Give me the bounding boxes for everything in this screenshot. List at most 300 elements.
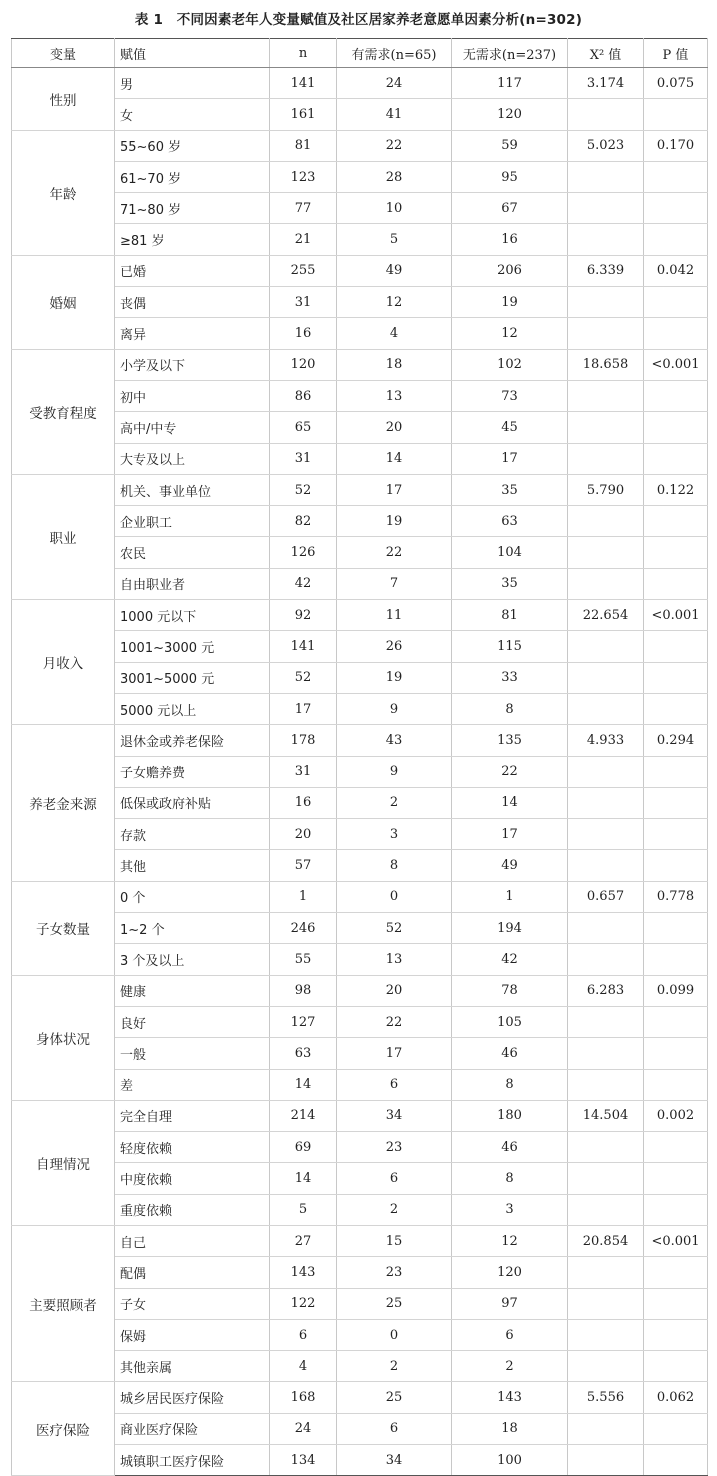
need-cell: 49: [337, 255, 452, 286]
assignment-cell: 配偶: [115, 1257, 270, 1288]
n-cell: 143: [270, 1257, 337, 1288]
need-cell: 5: [337, 224, 452, 255]
need-cell: 6: [337, 1069, 452, 1100]
need-cell: 23: [337, 1257, 452, 1288]
n-cell: 161: [270, 99, 337, 130]
chi-square-cell: [568, 1319, 644, 1350]
chi-square-cell: [568, 913, 644, 944]
p-value-cell: [644, 193, 708, 224]
p-value-cell: [644, 1069, 708, 1100]
no-need-cell: 194: [452, 913, 568, 944]
chi-square-cell: [568, 1132, 644, 1163]
no-need-cell: 18: [452, 1413, 568, 1444]
table-row: [12, 287, 708, 318]
no-need-cell: 104: [452, 537, 568, 568]
p-value-cell: <0.001: [644, 349, 708, 380]
p-value-cell: [644, 1194, 708, 1225]
assignment-cell: ≥81 岁: [115, 224, 270, 255]
table-row: [12, 1069, 708, 1100]
no-need-cell: 8: [452, 693, 568, 724]
table-row: [12, 1319, 708, 1350]
assignment-cell: 自由职业者: [115, 568, 270, 599]
p-value-cell: [644, 944, 708, 975]
no-need-cell: 117: [452, 68, 568, 99]
assignment-cell: 一般: [115, 1038, 270, 1069]
no-need-cell: 206: [452, 255, 568, 286]
p-value-cell: [644, 1319, 708, 1350]
need-cell: 34: [337, 1100, 452, 1131]
n-cell: 31: [270, 287, 337, 318]
p-value-cell: 0.002: [644, 1100, 708, 1131]
assignment-cell: 高中/中专: [115, 412, 270, 443]
chi-square-cell: [568, 1288, 644, 1319]
no-need-cell: 22: [452, 756, 568, 787]
variable-name: 职业: [12, 474, 115, 599]
need-cell: 24: [337, 68, 452, 99]
no-need-cell: 19: [452, 287, 568, 318]
n-cell: 82: [270, 506, 337, 537]
table-row: [12, 506, 708, 537]
need-cell: 18: [337, 349, 452, 380]
no-need-cell: 12: [452, 318, 568, 349]
p-value-cell: [644, 819, 708, 850]
n-cell: 86: [270, 380, 337, 411]
assignment-cell: 企业职工: [115, 506, 270, 537]
need-cell: 15: [337, 1225, 452, 1256]
chi-square-cell: [568, 756, 644, 787]
table-row: [12, 537, 708, 568]
p-value-cell: [644, 1163, 708, 1194]
n-cell: 127: [270, 1006, 337, 1037]
no-need-cell: 63: [452, 506, 568, 537]
p-value-cell: [644, 1006, 708, 1037]
variable-name: 月收入: [12, 600, 115, 725]
no-need-cell: 120: [452, 99, 568, 130]
variable-name: 自理情况: [12, 1100, 115, 1225]
chi-square-cell: [568, 1351, 644, 1382]
assignment-cell: 男: [115, 68, 270, 99]
header-variable: 变量: [12, 39, 115, 68]
need-cell: 20: [337, 975, 452, 1006]
p-value-cell: [644, 506, 708, 537]
header-need: 有需求(n=65): [337, 39, 452, 68]
chi-square-cell: [568, 161, 644, 192]
chi-square-cell: 6.339: [568, 255, 644, 286]
table-row: [12, 913, 708, 944]
chi-square-cell: 22.654: [568, 600, 644, 631]
no-need-cell: 3: [452, 1194, 568, 1225]
table-row: [12, 1006, 708, 1037]
p-value-cell: [644, 568, 708, 599]
no-need-cell: 16: [452, 224, 568, 255]
table-row: [12, 1132, 708, 1163]
need-cell: 52: [337, 913, 452, 944]
no-need-cell: 143: [452, 1382, 568, 1413]
table-row: [12, 68, 708, 99]
assignment-cell: 重度依赖: [115, 1194, 270, 1225]
need-cell: 9: [337, 693, 452, 724]
n-cell: 65: [270, 412, 337, 443]
n-cell: 57: [270, 850, 337, 881]
need-cell: 17: [337, 1038, 452, 1069]
need-cell: 2: [337, 1194, 452, 1225]
need-cell: 11: [337, 600, 452, 631]
table-row: [12, 944, 708, 975]
n-cell: 168: [270, 1382, 337, 1413]
need-cell: 3: [337, 819, 452, 850]
p-value-cell: [644, 756, 708, 787]
n-cell: 6: [270, 1319, 337, 1350]
need-cell: 19: [337, 662, 452, 693]
table-row: [12, 349, 708, 380]
chi-square-cell: [568, 787, 644, 818]
p-value-cell: [644, 412, 708, 443]
p-value-cell: 0.062: [644, 1382, 708, 1413]
n-cell: 1: [270, 881, 337, 912]
table-row: [12, 568, 708, 599]
assignment-cell: 离异: [115, 318, 270, 349]
assignment-cell: 良好: [115, 1006, 270, 1037]
no-need-cell: 59: [452, 130, 568, 161]
need-cell: 7: [337, 568, 452, 599]
assignment-cell: 保姆: [115, 1319, 270, 1350]
n-cell: 14: [270, 1163, 337, 1194]
chi-square-cell: [568, 412, 644, 443]
assignment-cell: 1001~3000 元: [115, 631, 270, 662]
p-value-cell: [644, 631, 708, 662]
assignment-cell: 健康: [115, 975, 270, 1006]
chi-square-cell: [568, 1006, 644, 1037]
chi-square-cell: [568, 1038, 644, 1069]
table-row: [12, 819, 708, 850]
no-need-cell: 97: [452, 1288, 568, 1319]
n-cell: 16: [270, 787, 337, 818]
table-row: [12, 787, 708, 818]
n-cell: 31: [270, 756, 337, 787]
n-cell: 14: [270, 1069, 337, 1100]
p-value-cell: [644, 443, 708, 474]
analysis-table: [11, 38, 708, 1476]
n-cell: 4: [270, 1351, 337, 1382]
assignment-cell: 差: [115, 1069, 270, 1100]
assignment-cell: 5000 元以上: [115, 693, 270, 724]
no-need-cell: 45: [452, 412, 568, 443]
chi-square-cell: [568, 693, 644, 724]
p-value-cell: <0.001: [644, 600, 708, 631]
no-need-cell: 42: [452, 944, 568, 975]
chi-square-cell: 20.854: [568, 1225, 644, 1256]
assignment-cell: 0 个: [115, 881, 270, 912]
variable-name: 医疗保险: [12, 1382, 115, 1476]
variable-name: 子女数量: [12, 881, 115, 975]
assignment-cell: 丧偶: [115, 287, 270, 318]
table-row: [12, 725, 708, 756]
table-title: 表 1 不同因素老年人变量赋值及社区居家养老意愿单因素分析(n=302): [134, 12, 583, 28]
p-value-cell: [644, 693, 708, 724]
need-cell: 26: [337, 631, 452, 662]
n-cell: 27: [270, 1225, 337, 1256]
no-need-cell: 8: [452, 1163, 568, 1194]
chi-square-cell: [568, 631, 644, 662]
table-row: [12, 1038, 708, 1069]
p-value-cell: [644, 99, 708, 130]
table-row: [12, 881, 708, 912]
no-need-cell: 180: [452, 1100, 568, 1131]
table-row: [12, 161, 708, 192]
no-need-cell: 1: [452, 881, 568, 912]
no-need-cell: 2: [452, 1351, 568, 1382]
need-cell: 8: [337, 850, 452, 881]
need-cell: 25: [337, 1382, 452, 1413]
no-need-cell: 81: [452, 600, 568, 631]
header-p-value: P 值: [644, 39, 708, 68]
assignment-cell: 存款: [115, 819, 270, 850]
n-cell: 5: [270, 1194, 337, 1225]
table-row: [12, 193, 708, 224]
n-cell: 141: [270, 631, 337, 662]
p-value-cell: [644, 1445, 708, 1476]
no-need-cell: 17: [452, 819, 568, 850]
no-need-cell: 78: [452, 975, 568, 1006]
chi-square-cell: [568, 1163, 644, 1194]
table-row: [12, 1445, 708, 1476]
p-value-cell: [644, 850, 708, 881]
assignment-cell: 低保或政府补贴: [115, 787, 270, 818]
need-cell: 23: [337, 1132, 452, 1163]
variable-name: 养老金来源: [12, 725, 115, 881]
need-cell: 6: [337, 1163, 452, 1194]
no-need-cell: 14: [452, 787, 568, 818]
need-cell: 22: [337, 537, 452, 568]
need-cell: 19: [337, 506, 452, 537]
table-row: [12, 380, 708, 411]
n-cell: 134: [270, 1445, 337, 1476]
table-row: [12, 1382, 708, 1413]
table-row: [12, 1194, 708, 1225]
n-cell: 81: [270, 130, 337, 161]
chi-square-cell: [568, 944, 644, 975]
table-row: [12, 693, 708, 724]
need-cell: 10: [337, 193, 452, 224]
chi-square-cell: 6.283: [568, 975, 644, 1006]
assignment-cell: 其他亲属: [115, 1351, 270, 1382]
header-assignment: 赋值: [115, 39, 270, 68]
variable-name: 受教育程度: [12, 349, 115, 474]
need-cell: 6: [337, 1413, 452, 1444]
n-cell: 42: [270, 568, 337, 599]
n-cell: 69: [270, 1132, 337, 1163]
need-cell: 13: [337, 380, 452, 411]
n-cell: 52: [270, 662, 337, 693]
variable-name: 性别: [12, 68, 115, 131]
n-cell: 255: [270, 255, 337, 286]
table-row: [12, 1351, 708, 1382]
n-cell: 126: [270, 537, 337, 568]
need-cell: 0: [337, 1319, 452, 1350]
assignment-cell: 中度依赖: [115, 1163, 270, 1194]
chi-square-cell: [568, 1069, 644, 1100]
need-cell: 20: [337, 412, 452, 443]
assignment-cell: 初中: [115, 380, 270, 411]
no-need-cell: 95: [452, 161, 568, 192]
variable-name: 年龄: [12, 130, 115, 255]
need-cell: 4: [337, 318, 452, 349]
assignment-cell: 完全自理: [115, 1100, 270, 1131]
p-value-cell: 0.122: [644, 474, 708, 505]
p-value-cell: [644, 1257, 708, 1288]
assignment-cell: 农民: [115, 537, 270, 568]
assignment-cell: 大专及以上: [115, 443, 270, 474]
need-cell: 9: [337, 756, 452, 787]
p-value-cell: 0.170: [644, 130, 708, 161]
chi-square-cell: [568, 1257, 644, 1288]
p-value-cell: [644, 224, 708, 255]
need-cell: 34: [337, 1445, 452, 1476]
need-cell: 28: [337, 161, 452, 192]
table-row: [12, 1225, 708, 1256]
chi-square-cell: [568, 568, 644, 599]
chi-square-cell: [568, 380, 644, 411]
assignment-cell: 城镇职工医疗保险: [115, 1445, 270, 1476]
no-need-cell: 46: [452, 1132, 568, 1163]
chi-square-cell: [568, 1445, 644, 1476]
n-cell: 141: [270, 68, 337, 99]
need-cell: 41: [337, 99, 452, 130]
p-value-cell: [644, 1351, 708, 1382]
table-row: [12, 850, 708, 881]
p-value-cell: 0.778: [644, 881, 708, 912]
assignment-cell: 61~70 岁: [115, 161, 270, 192]
assignment-cell: 已婚: [115, 255, 270, 286]
table-row: [12, 443, 708, 474]
p-value-cell: [644, 1413, 708, 1444]
no-need-cell: 35: [452, 474, 568, 505]
no-need-cell: 67: [452, 193, 568, 224]
table-row: [12, 975, 708, 1006]
n-cell: 123: [270, 161, 337, 192]
variable-name: 主要照顾者: [12, 1225, 115, 1381]
chi-square-cell: [568, 1413, 644, 1444]
chi-square-cell: 14.504: [568, 1100, 644, 1131]
chi-square-cell: 0.657: [568, 881, 644, 912]
assignment-cell: 城乡居民医疗保险: [115, 1382, 270, 1413]
assignment-cell: 3001~5000 元: [115, 662, 270, 693]
p-value-cell: [644, 1132, 708, 1163]
table-row: [12, 1100, 708, 1131]
no-need-cell: 46: [452, 1038, 568, 1069]
table-row: [12, 224, 708, 255]
chi-square-cell: [568, 506, 644, 537]
need-cell: 2: [337, 787, 452, 818]
n-cell: 120: [270, 349, 337, 380]
p-value-cell: 0.075: [644, 68, 708, 99]
need-cell: 22: [337, 130, 452, 161]
chi-square-cell: [568, 1194, 644, 1225]
p-value-cell: 0.099: [644, 975, 708, 1006]
need-cell: 14: [337, 443, 452, 474]
p-value-cell: [644, 1288, 708, 1319]
n-cell: 24: [270, 1413, 337, 1444]
chi-square-cell: 18.658: [568, 349, 644, 380]
n-cell: 77: [270, 193, 337, 224]
table-row: [12, 318, 708, 349]
need-cell: 0: [337, 881, 452, 912]
table-row: [12, 1288, 708, 1319]
assignment-cell: 女: [115, 99, 270, 130]
n-cell: 52: [270, 474, 337, 505]
n-cell: 178: [270, 725, 337, 756]
table-row: [12, 255, 708, 286]
no-need-cell: 12: [452, 1225, 568, 1256]
assignment-cell: 71~80 岁: [115, 193, 270, 224]
n-cell: 98: [270, 975, 337, 1006]
need-cell: 22: [337, 1006, 452, 1037]
chi-square-cell: 5.023: [568, 130, 644, 161]
chi-square-cell: 5.790: [568, 474, 644, 505]
assignment-cell: 3 个及以上: [115, 944, 270, 975]
no-need-cell: 6: [452, 1319, 568, 1350]
assignment-cell: 其他: [115, 850, 270, 881]
chi-square-cell: 5.556: [568, 1382, 644, 1413]
n-cell: 16: [270, 318, 337, 349]
no-need-cell: 135: [452, 725, 568, 756]
p-value-cell: [644, 662, 708, 693]
no-need-cell: 115: [452, 631, 568, 662]
no-need-cell: 33: [452, 662, 568, 693]
n-cell: 17: [270, 693, 337, 724]
n-cell: 246: [270, 913, 337, 944]
table-body: [12, 68, 708, 1476]
p-value-cell: [644, 913, 708, 944]
table-row: [12, 600, 708, 631]
no-need-cell: 100: [452, 1445, 568, 1476]
n-cell: 92: [270, 600, 337, 631]
header-chi-square: X² 值: [568, 39, 644, 68]
chi-square-cell: [568, 318, 644, 349]
no-need-cell: 17: [452, 443, 568, 474]
need-cell: 2: [337, 1351, 452, 1382]
chi-square-cell: [568, 819, 644, 850]
n-cell: 21: [270, 224, 337, 255]
chi-square-cell: [568, 850, 644, 881]
table-row: [12, 474, 708, 505]
n-cell: 63: [270, 1038, 337, 1069]
table-row: [12, 662, 708, 693]
no-need-cell: 8: [452, 1069, 568, 1100]
no-need-cell: 49: [452, 850, 568, 881]
chi-square-cell: [568, 287, 644, 318]
table-row: [12, 412, 708, 443]
need-cell: 17: [337, 474, 452, 505]
n-cell: 214: [270, 1100, 337, 1131]
no-need-cell: 105: [452, 1006, 568, 1037]
p-value-cell: [644, 318, 708, 349]
variable-name: 婚姻: [12, 255, 115, 349]
table-row: [12, 1413, 708, 1444]
variable-name: 身体状况: [12, 975, 115, 1100]
chi-square-cell: [568, 193, 644, 224]
assignment-cell: 1000 元以下: [115, 600, 270, 631]
assignment-cell: 55~60 岁: [115, 130, 270, 161]
table-row: [12, 1163, 708, 1194]
assignment-cell: 退休金或养老保险: [115, 725, 270, 756]
assignment-cell: 子女: [115, 1288, 270, 1319]
need-cell: 25: [337, 1288, 452, 1319]
n-cell: 31: [270, 443, 337, 474]
n-cell: 122: [270, 1288, 337, 1319]
p-value-cell: [644, 1038, 708, 1069]
p-value-cell: [644, 787, 708, 818]
